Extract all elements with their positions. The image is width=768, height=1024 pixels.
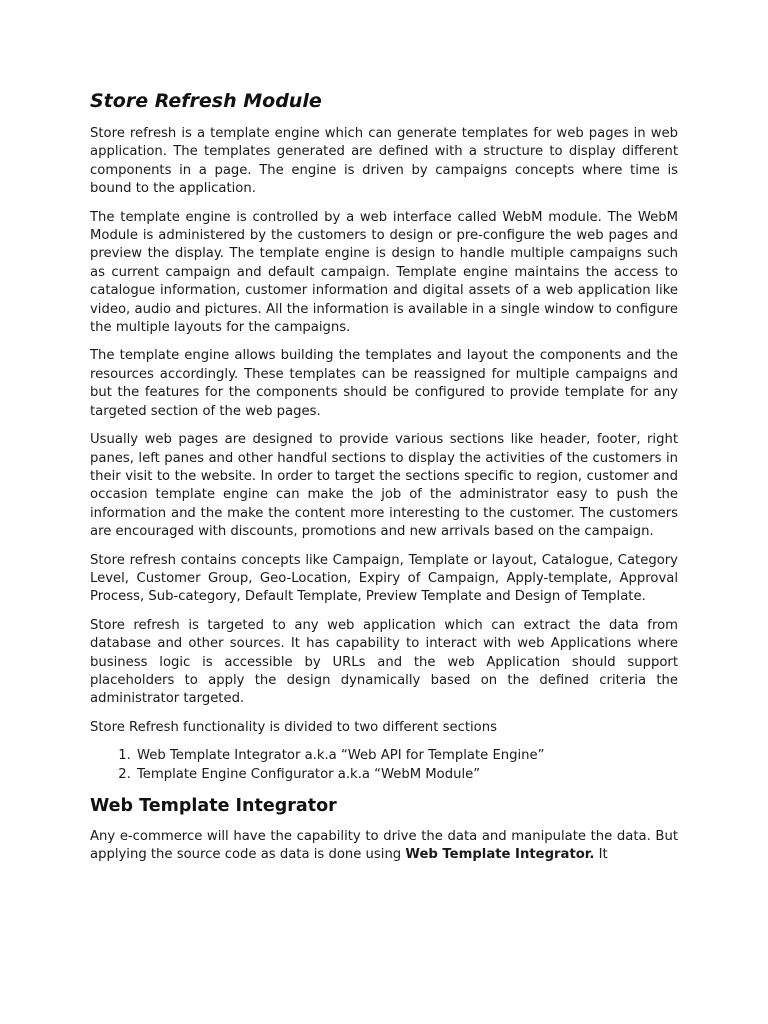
- sections-list: [90, 747, 678, 784]
- sections-intro: Store Refresh functionality is divided to two different sections: [90, 719, 497, 735]
- list-item: 1. Web Template Integrator a.k.a “Web API for Template Engine”: [135, 747, 678, 765]
- list-item: 2. Template Engine Configurator a.k.a “WebM Module”: [135, 766, 678, 784]
- document-title: Store Refresh Module: [90, 90, 322, 112]
- section-heading: Web Template Integrator: [90, 796, 337, 816]
- paragraph-sections: Usually web pages are designed to provide various sections like header, footer, right panes, left panes and other handful sections to display the activities of the customers in their visit to the website. In order to target the sections specific to region, customer and occasion template engine can make the job of the administrator easy to push the information and the make the content more interesting to the customer. The customers are encouraged with discounts, promotions and new arrivals based on the campaign.: [90, 432, 678, 540]
- bold-term: Web Template Integrator.: [405, 847, 595, 863]
- paragraph-integrator: [90, 828, 678, 865]
- paragraph-webm: The template engine is controlled by a web interface called WebM module. The WebM Module is administered by the customers to design or pre-configure the web pages and preview the display. The template engine is design to handle multiple campaigns such as current campaign and default campaign. Template engine maintains the access to catalogue information, customer information and digital assets of a web application like video, audio and pictures. All the information is available in a single window to configure the multiple layouts for the campaigns.: [90, 209, 678, 336]
- paragraph-concepts: Store refresh contains concepts like Campaign, Template or layout, Catalogue, Category Level, Customer Group, Geo-Location, Expiry of Campaign, Apply-template, Approval Process, Sub-category, Default Template, Preview Template and Design of Template.: [90, 552, 678, 605]
- paragraph-integrator-text: Any e-commerce will have the capability to drive the data and manipulate the data. But applying the source code as data is done using: [90, 829, 678, 863]
- paragraph-targeting: Store refresh is targeted to any web application which can extract the data from database and other sources. It has capability to interact with web Applications where business logic is accessible by URLs and the web Application should support placeholders to apply the design dynamically based on the defined criteria the administrator targeted.: [90, 617, 678, 707]
- paragraph-integrator-tail: It: [594, 847, 608, 863]
- paragraph-intro: Store refresh is a template engine which can generate templates for web pages in web application. The templates generated are defined with a structure to display different components in a page. The engine is driven by campaigns concepts where time is bound to the application.: [90, 126, 678, 197]
- paragraph-templates: The template engine allows building the templates and layout the components and the resources accordingly. These templates can be reassigned for multiple campaigns and but the features for the components should be configured to provide template for any targeted section of the web pages.: [90, 348, 678, 419]
